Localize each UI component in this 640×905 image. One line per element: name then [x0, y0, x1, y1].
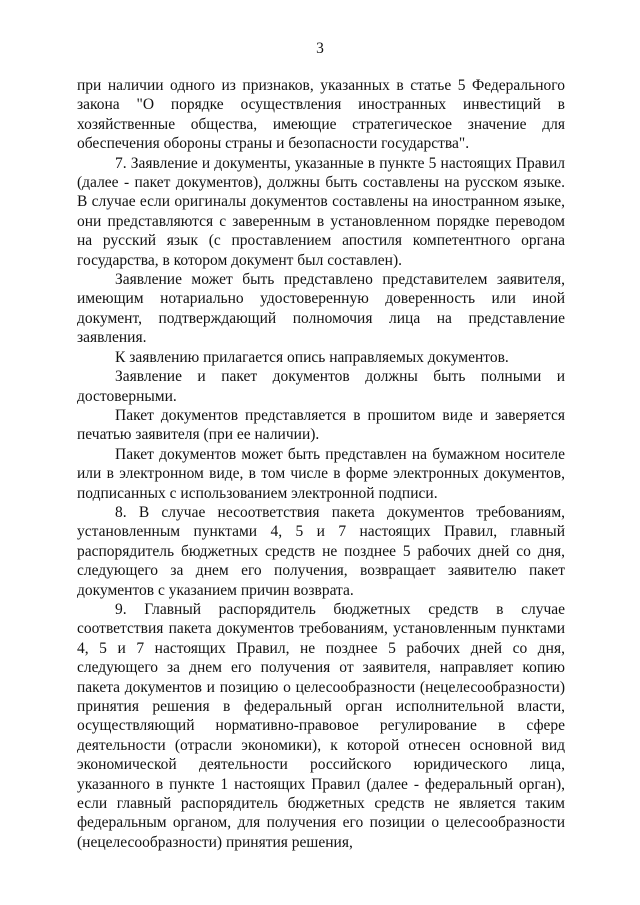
paragraph-continuation: при наличии одного из признаков, указанных в статье 5 Федерального закона "О порядке осуществления иностранных инвестиций в хозяйственные общества, имеющие стратегическое значение для обеспечения обороны страны и безопасности государства".	[77, 77, 565, 153]
paragraph-stitched-package: Пакет документов представляется в прошитом виде и заверяется печатью заявителя (при ее наличии).	[77, 406, 565, 444]
paragraph-item-8: 8. В случае несоответствия пакета документов требованиям, установленным пунктами 4, 5 и 7 настоящих Правил, главный распорядитель бюджетных средств не позднее 5 рабочих дней со дня, следующего за днем его получения, возвращает заявителю пакет документов с указанием причин возврата.	[77, 503, 565, 599]
paragraph-item-9: 9. Главный распорядитель бюджетных средств в случае соответствия пакета документов требованиям, установленным пунктами 4, 5 и 7 настоящих Правил, не позднее 5 рабочих дней со дня, следующего за днем его получения от заявителя, направляет копию пакета документов и позицию о целесообразности (нецелесообразности) принятия решения в федеральный орган исполнительной власти, осуществляющий нормативно-правовое регулирование в сфере деятельности (отрасли экономики), к которой отнесен основной вид экономической деятельности российского юридического лица, указанного в пункте 1 настоящих Правил (далее - федеральный орган), если главный распорядитель бюджетных средств не является таким федеральным органом, для получения его позиции о целесообразности (нецелесообразности) принятия решения,	[77, 600, 565, 851]
page-number: 3	[316, 40, 324, 57]
paragraph-completeness: Заявление и пакет документов должны быть полными и достоверными.	[77, 368, 565, 405]
paragraph-item-7: 7. Заявление и документы, указанные в пункте 5 настоящих Правил (далее - пакет документов), должны быть составлены на русском языке. В случае если оригиналы документов составлены на иностранном языке, они представляются с заверенным в установленном порядке переводом на русский язык (с проставлением апостиля компетентного органа государства, в котором документ был составлен).	[77, 154, 565, 269]
paragraph-electronic-form: Пакет документов может быть представлен на бумажном носителе или в электронном виде, в том числе в форме электронных документов, подписанных с использованием электронной подписи.	[77, 445, 565, 502]
paragraph-representative: Заявление может быть представлено представителем заявителя, имеющим нотариально удостоверенную доверенность или иной документ, подтверждающий полномочия лица на представление заявления.	[77, 271, 565, 347]
paragraph-inventory: К заявлению прилагается опись направляемых документов.	[115, 348, 509, 366]
document-body	[77, 76, 565, 852]
